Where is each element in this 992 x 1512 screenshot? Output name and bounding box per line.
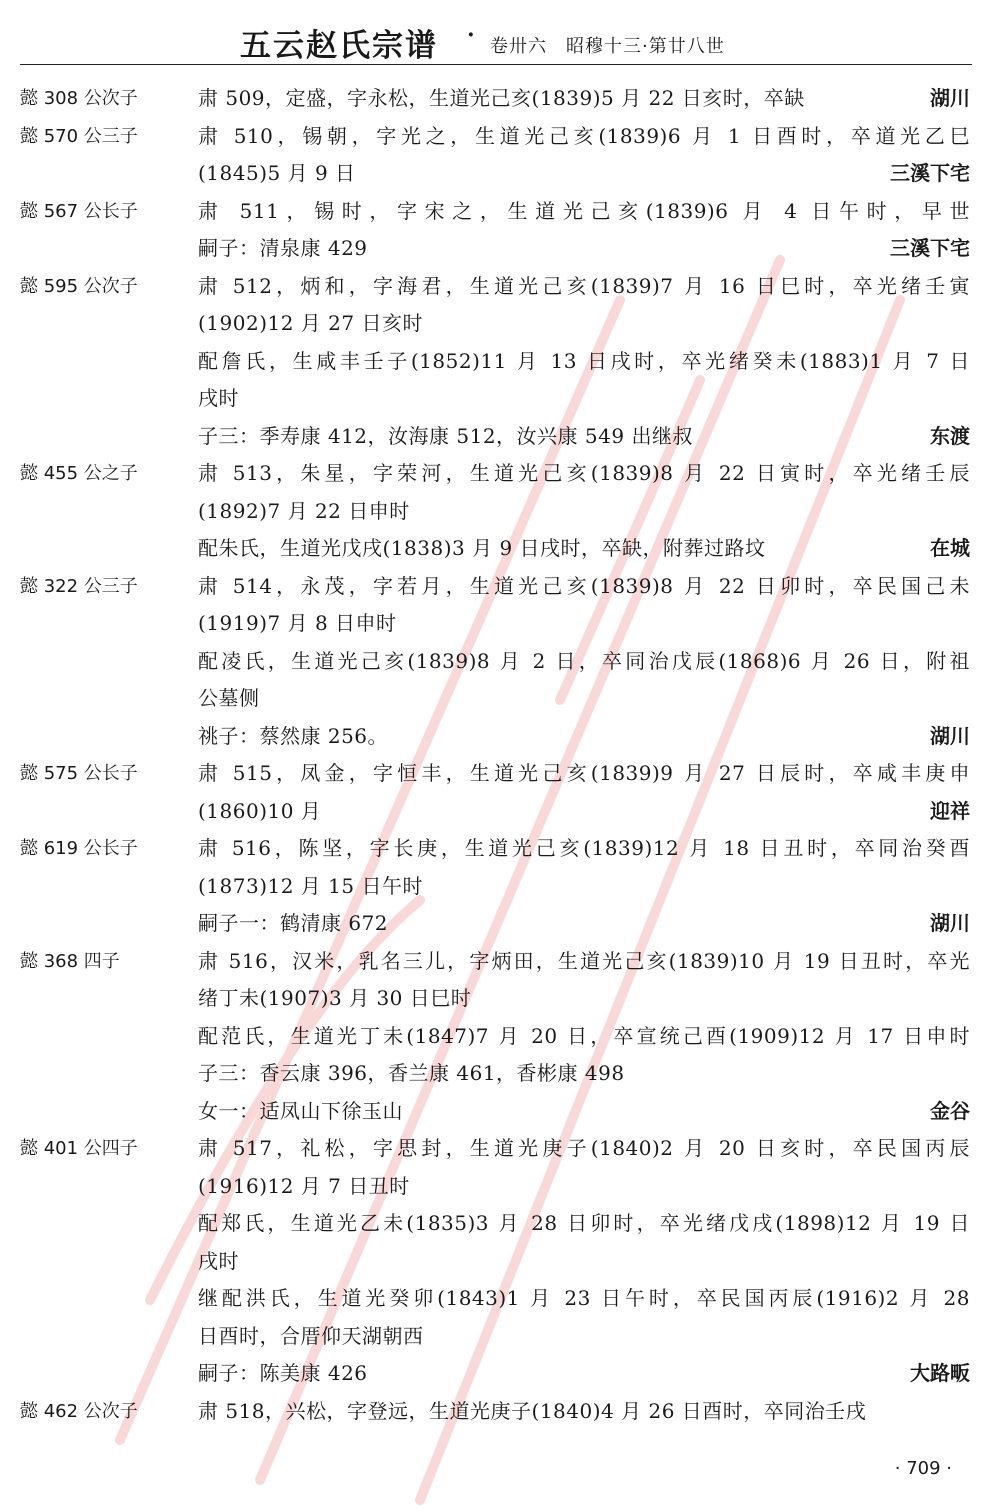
- entry-text: 肃 512，炳和，字海君，生道光己亥(1839)7 月 16 日巳时，卒光绪壬寅: [198, 273, 970, 298]
- entry-line: [0, 118, 992, 156]
- entry-line: [0, 380, 992, 418]
- entry-text: 肃 516，陈坚，字长庚，生道光己亥(1839)12 月 18 日丑时，卒同治癸酉: [198, 836, 970, 860]
- entry-line: [0, 755, 992, 793]
- entry-text: 配郑氏，生道光乙未(1835)3 月 28 日卯时，卒光绪戊戌(1898)12 月 19 日: [198, 1211, 970, 1235]
- entry-text: 公墓侧: [198, 686, 260, 710]
- entry-line: [0, 718, 992, 756]
- entry-text: 配詹氏，生咸丰壬子(1852)11 月 13 日戌时，卒光绪癸未(1883)1 月 7 日: [198, 348, 970, 373]
- entry-text: 肃 518，兴松，字登远，生道光庚子(1840)4 月 26 日酉时，卒同治壬戌: [198, 1398, 867, 1423]
- entry-line: [0, 605, 992, 643]
- entry-line: [0, 455, 992, 493]
- residence-place: 湖川: [930, 80, 970, 118]
- entry-text: 肃 516，汉米，乳名三儿，字炳田，生道光己亥(1839)10 月 19 日丑时，卒光: [198, 948, 970, 973]
- parent-reference: 懿 455 公之子: [20, 463, 138, 484]
- entry-line: [0, 1243, 992, 1281]
- entry-line: [0, 1055, 992, 1093]
- parent-reference: 懿 308 公次子: [20, 88, 138, 109]
- residence-place: 湖川: [930, 905, 970, 943]
- entry-text: (1860)10 月: [198, 798, 322, 823]
- entry-line: [0, 493, 992, 531]
- entry-text: 肃 517，礼松，字思封，生道光庚子(1840)2 月 20 日亥时，卒民国丙辰: [198, 1136, 970, 1160]
- entry-text: 嗣子一：鹤清康 672: [198, 911, 389, 935]
- entry-line: [0, 1280, 992, 1318]
- entry-line: [0, 1393, 992, 1431]
- entry-text: 肃 510，锡朝，字光之，生道光己亥(1839)6 月 1 日酉时，卒道光乙巳: [198, 123, 970, 148]
- entry-line: [0, 643, 992, 681]
- entry-line: [0, 305, 992, 343]
- parent-reference: 懿 570 公三子: [20, 125, 138, 147]
- book-title: 五云赵氏宗谱: [240, 28, 438, 64]
- entry-text: 祧子：蔡然康 256。: [198, 723, 389, 748]
- entry-text: 女一：适凤山下徐玉山: [198, 1098, 403, 1123]
- entry-line: [0, 268, 992, 306]
- entry-line: [0, 530, 992, 568]
- entry-text: 肃 509，定盛，字永松，生道光己亥(1839)5 月 22 日亥时，卒缺: [198, 86, 805, 110]
- residence-place: 东渡: [930, 418, 970, 456]
- entry-line: [0, 193, 992, 231]
- volume-subtitle: 卷卅六 昭穆十三·第廿八世: [490, 36, 725, 57]
- entry-line: [0, 680, 992, 718]
- page-number: · 709 ·: [894, 1458, 952, 1479]
- entry-line: [0, 1130, 992, 1168]
- residence-place: 在城: [930, 530, 970, 568]
- parent-reference: 懿 595 公次子: [20, 275, 138, 297]
- entry-line: [0, 980, 992, 1018]
- parent-reference: 懿 619 公长子: [20, 838, 138, 859]
- entry-line: [0, 868, 992, 906]
- entry-line: [0, 830, 992, 868]
- entry-line: [0, 905, 992, 943]
- entry-text: (1919)7 月 8 日申时: [198, 611, 397, 635]
- entry-text: 肃 511，锡时，字宋之，生道光己亥(1839)6 月 4 日午时，早世: [198, 198, 970, 223]
- entry-text: 继配洪氏，生道光癸卯(1843)1 月 23 日午时，卒民国丙辰(1916)2 月 28: [198, 1286, 970, 1310]
- entry-text: 子三：季寿康 412，汝海康 512，汝兴康 549 出继叔: [198, 423, 693, 448]
- entry-line: [0, 343, 992, 381]
- entry-text: 戌时: [198, 1248, 239, 1273]
- residence-place: 大路畈: [910, 1355, 970, 1393]
- parent-reference: 懿 567 公长子: [20, 200, 138, 222]
- entry-text: 肃 514，永茂，字若月，生道光己亥(1839)8 月 22 日卯时，卒民国己未: [198, 573, 970, 598]
- entry-line: [0, 1205, 992, 1243]
- entry-line: [0, 418, 992, 456]
- residence-place: 三溪下宅: [890, 155, 970, 193]
- entry-text: (1845)5 月 9 日: [198, 161, 356, 185]
- parent-reference: 懿 322 公三子: [20, 575, 138, 597]
- entry-line: [0, 568, 992, 606]
- entry-line: [0, 943, 992, 981]
- entry-text: 日酉时，合厝仰天湖朝西: [198, 1323, 424, 1348]
- entry-text: 子三：香云康 396，香兰康 461，香彬康 498: [198, 1061, 625, 1085]
- residence-place: 迎祥: [930, 793, 970, 831]
- entry-text: 嗣子：清泉康 429: [198, 236, 368, 260]
- entry-line: [0, 1355, 992, 1393]
- page-header: [20, 18, 972, 65]
- entry-line: [0, 1168, 992, 1206]
- entry-text: (1892)7 月 22 日申时: [198, 498, 410, 523]
- entry-text: (1916)12 月 7 日丑时: [198, 1173, 410, 1198]
- entry-text: (1873)12 月 15 日午时: [198, 873, 423, 898]
- entry-text: 嗣子：陈美康 426: [198, 1361, 368, 1385]
- entry-line: [0, 80, 992, 118]
- residence-place: 金谷: [930, 1093, 970, 1131]
- parent-reference: 懿 462 公次子: [20, 1400, 138, 1422]
- parent-reference: 懿 368 四子: [20, 950, 120, 972]
- entry-text: 配凌氏，生道光己亥(1839)8 月 2 日，卒同治戊辰(1868)6 月 26 日，附祖: [198, 648, 970, 673]
- entry-text: 戌时: [198, 386, 239, 410]
- entry-text: 配范氏，生道光丁未(1847)7 月 20 日，卒宣统己酉(1909)12 月 17 日申时: [198, 1023, 970, 1048]
- residence-place: 湖川: [930, 718, 970, 756]
- entry-text: 配朱氏，生道光戊戌(1838)3 月 9 日戌时，卒缺，附葬过路坟: [198, 536, 766, 560]
- entry-line: [0, 1318, 992, 1356]
- entry-line: [0, 230, 992, 268]
- entry-text: 绪丁未(1907)3 月 30 日巳时: [198, 986, 472, 1010]
- entry-line: [0, 155, 992, 193]
- entry-line: [0, 1093, 992, 1131]
- entry-line: [0, 793, 992, 831]
- entry-text: 肃 513，朱星，字荣河，生道光己亥(1839)8 月 22 日寅时，卒光绪壬辰: [198, 461, 970, 485]
- title-separator: ·: [467, 22, 475, 48]
- residence-place: 三溪下宅: [890, 230, 970, 268]
- entry-line: [0, 1018, 992, 1056]
- entry-text: (1902)12 月 27 日亥时: [198, 311, 423, 335]
- entry-text: 肃 515，凤金，字恒丰，生道光己亥(1839)9 月 27 日辰时，卒咸丰庚申: [198, 761, 970, 785]
- parent-reference: 懿 401 公四子: [20, 1138, 138, 1159]
- parent-reference: 懿 575 公长子: [20, 763, 138, 784]
